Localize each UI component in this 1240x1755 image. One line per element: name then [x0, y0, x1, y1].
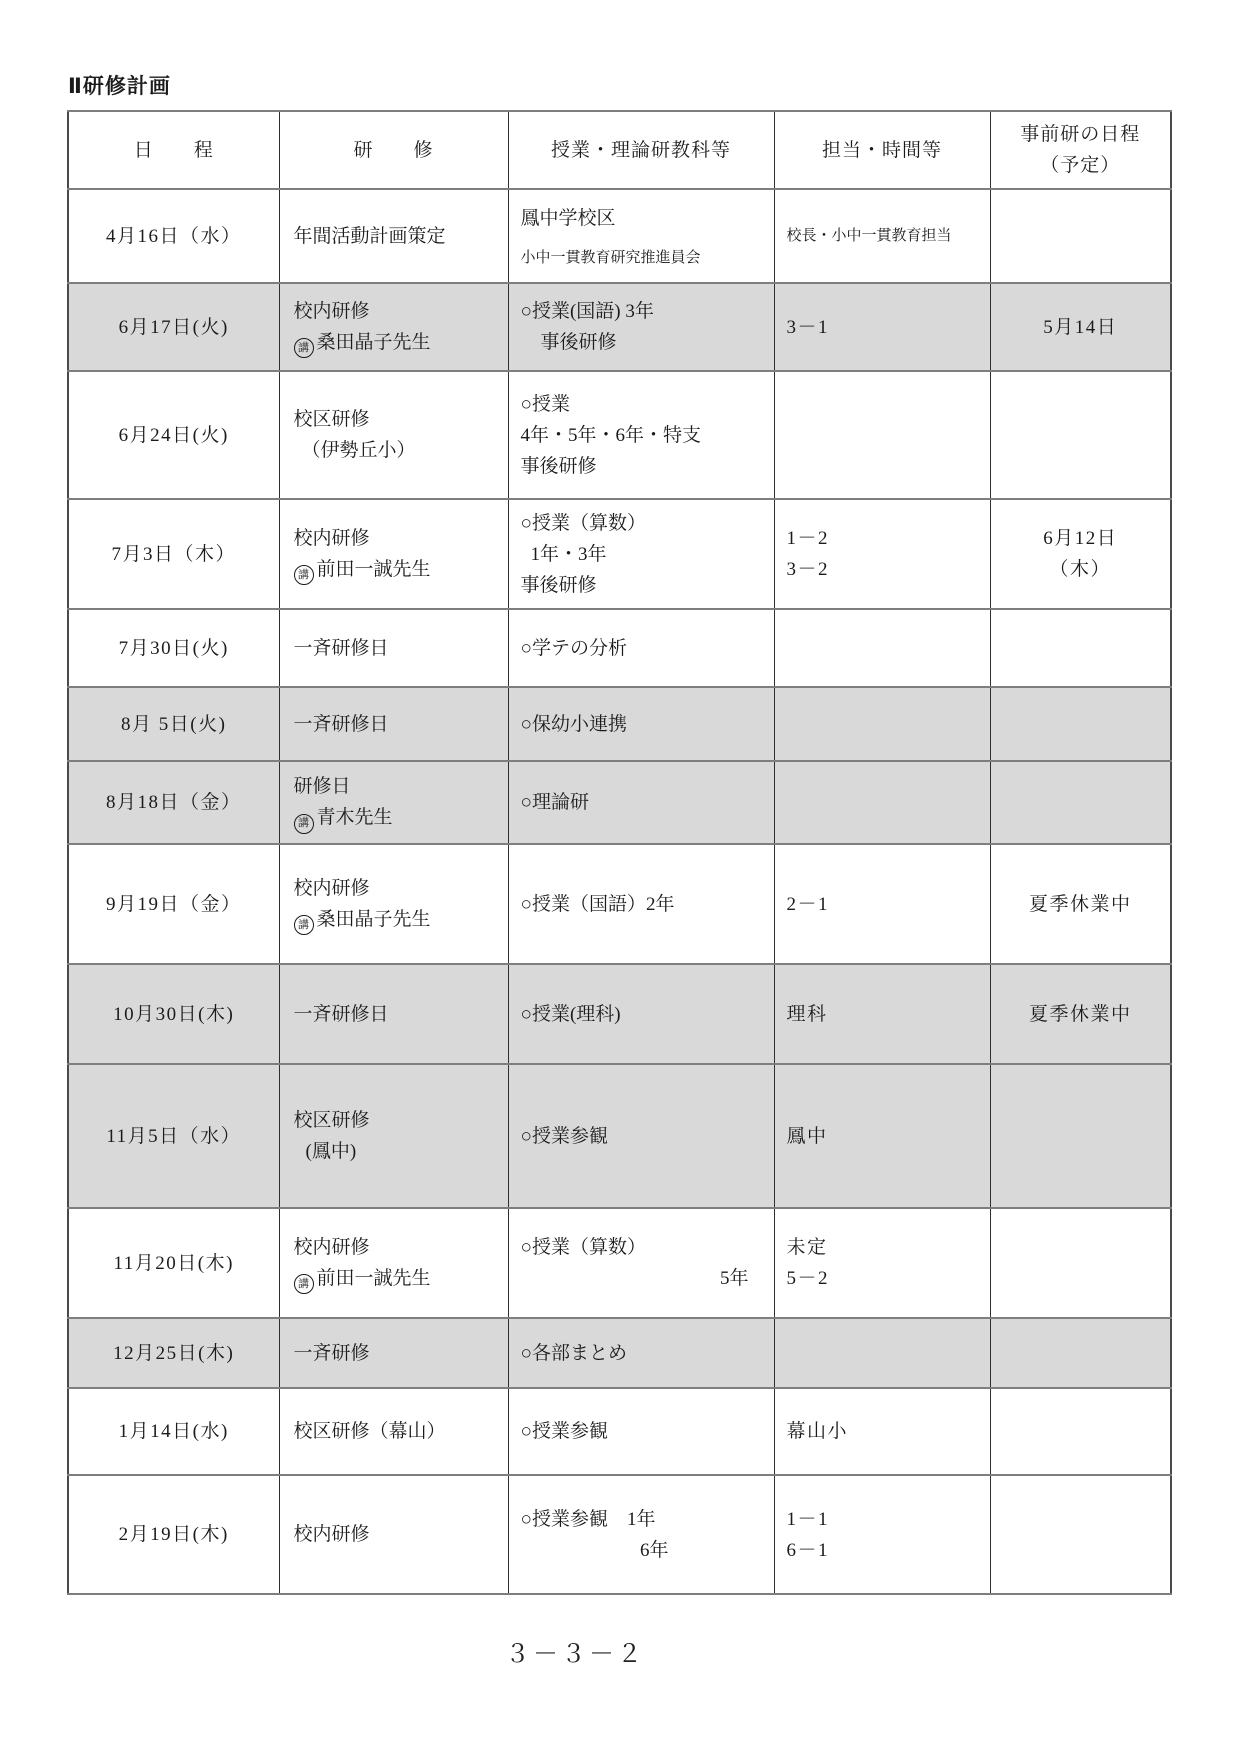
- cell-text: 幕山小: [786, 1421, 849, 1442]
- cell-text: 事後研修: [520, 455, 597, 477]
- cell-text: ○授業(理科): [520, 1003, 621, 1025]
- cell-line: [787, 1263, 990, 1294]
- cell-subject: [508, 609, 774, 687]
- date-text: 8月18日（金）: [105, 792, 242, 813]
- cell-text: 校内研修: [293, 527, 370, 549]
- cell-line: [787, 1121, 990, 1152]
- column-header-line: 事前研の日程: [1020, 124, 1141, 145]
- cell-text: 校長・小中一貫教育担当: [786, 228, 952, 244]
- cell-line: [294, 523, 508, 554]
- page-number: ３－３－２: [504, 1639, 645, 1668]
- cell-text: 事後研修: [520, 574, 597, 596]
- table-row: [68, 844, 1171, 964]
- cell-line: [294, 554, 508, 586]
- cell-line: [294, 1232, 508, 1263]
- column-header-line: 日 程: [133, 139, 214, 161]
- cell-pre-training-date: [990, 499, 1171, 609]
- cell-line: [521, 1504, 774, 1535]
- cell-pre-training-date: [990, 371, 1171, 499]
- cell-line: [521, 1338, 774, 1369]
- cell-training: [279, 1475, 508, 1594]
- cell-subject: [508, 1064, 774, 1208]
- cell-assignment: [774, 761, 990, 844]
- date-text: 4月16日（水）: [105, 225, 242, 247]
- cell-text: ○授業参観: [520, 1125, 608, 1147]
- cell-line: [521, 420, 774, 451]
- cell-line: [787, 554, 990, 585]
- cell-text: 鳳中: [786, 1125, 828, 1147]
- cell-pre-training-date: [990, 844, 1171, 964]
- table-row: [68, 1475, 1171, 1594]
- date-text: 11月5日（水）: [106, 1125, 242, 1147]
- cell-text: 6－1: [786, 1539, 830, 1561]
- cell-line: [294, 1136, 508, 1167]
- cell-subject: [508, 1475, 774, 1594]
- cell-line: [521, 246, 774, 270]
- column-header-line: 研 修: [353, 139, 434, 161]
- cell-pre-training-date: [990, 609, 1171, 687]
- cell-assignment: [774, 283, 990, 371]
- cell-text: 前田一誠先生: [316, 558, 431, 580]
- cell-date: [68, 761, 279, 844]
- column-header: [508, 111, 774, 189]
- cell-training: [279, 609, 508, 687]
- cell-line: [294, 709, 508, 740]
- cell-line: [294, 1105, 508, 1136]
- cell-assignment: [774, 1208, 990, 1318]
- cell-text: （伊勢丘小）: [301, 440, 416, 461]
- cell-line: [294, 873, 508, 904]
- cell-text: ○各部まとめ: [520, 1342, 627, 1364]
- cell-text: 5年: [719, 1268, 749, 1289]
- cell-line: [521, 999, 774, 1030]
- cell-line: [294, 633, 508, 664]
- cell-assignment: [774, 499, 990, 609]
- cell-text: ○授業(国語) 3年: [520, 301, 654, 322]
- cell-line: [294, 802, 508, 834]
- cell-training: [279, 283, 508, 371]
- cell-text: 一斉研修日: [293, 637, 389, 659]
- cell-line: [294, 904, 508, 936]
- cell-line: [521, 1232, 774, 1263]
- cell-line: [521, 508, 774, 539]
- cell-subject: [508, 761, 774, 844]
- cell-text: 年間活動計画策定: [293, 225, 446, 247]
- cell-assignment: [774, 1388, 990, 1475]
- cell-pre-training-date: [990, 1318, 1171, 1388]
- cell-line: [294, 1263, 508, 1295]
- cell-text: ○授業参観 1年: [520, 1508, 656, 1530]
- cell-subject: [508, 964, 774, 1064]
- cell-text: 夏季休業中: [1028, 1003, 1132, 1025]
- table-row: [68, 499, 1171, 609]
- cell-text: 夏季休業中: [1028, 893, 1132, 915]
- cell-date: [68, 283, 279, 371]
- cell-text: 校内研修: [293, 300, 370, 322]
- column-header-line: 授業・理論研教科等: [550, 139, 731, 161]
- cell-line: [294, 435, 508, 466]
- cell-date: [68, 499, 279, 609]
- cell-text: 研修日: [293, 776, 351, 798]
- cell-line: [787, 224, 990, 248]
- circled-kou-lecturer-mark: 講: [294, 814, 314, 834]
- cell-line: [787, 523, 990, 554]
- table-row: [68, 189, 1171, 283]
- cell-assignment: [774, 844, 990, 964]
- cell-text: 2－1: [786, 893, 830, 915]
- cell-line: [521, 296, 774, 327]
- cell-training: [279, 1318, 508, 1388]
- date-text: 8月 5日(火): [121, 713, 227, 735]
- column-header: [68, 111, 279, 189]
- cell-text: 4年・5年・6年・特支: [520, 424, 702, 446]
- date-text: 10月30日(木): [113, 1003, 235, 1025]
- cell-line: [521, 451, 774, 482]
- cell-pre-training-date: [990, 964, 1171, 1064]
- cell-text: ○授業（国語）2年: [520, 893, 675, 915]
- column-header: [774, 111, 990, 189]
- table-row: [68, 609, 1171, 687]
- date-text: 12月25日(木): [113, 1342, 235, 1364]
- cell-text: ○授業（算数）: [520, 1237, 646, 1258]
- cell-text: （木）: [1049, 559, 1111, 580]
- cell-text: 1－1: [786, 1508, 830, 1530]
- cell-training: [279, 687, 508, 761]
- date-text: 7月3日（木）: [111, 543, 236, 565]
- cell-date: [68, 1388, 279, 1475]
- table-row: [68, 1064, 1171, 1208]
- cell-text: 青木先生: [316, 807, 393, 829]
- cell-line: [787, 1232, 990, 1263]
- circled-kou-lecturer-mark: 講: [294, 565, 314, 585]
- cell-text: 校内研修: [293, 1524, 370, 1545]
- cell-line: [991, 312, 1171, 343]
- cell-text: 校区研修（幕山）: [293, 1421, 446, 1442]
- column-header-line: （予定）: [1040, 155, 1121, 176]
- cell-text: ○授業参観: [520, 1421, 608, 1442]
- date-text: 1月14日(水): [118, 1421, 229, 1442]
- table-row: [68, 283, 1171, 371]
- date-text: 6月24日(火): [118, 424, 229, 446]
- cell-line: [521, 539, 774, 570]
- table-row: [68, 964, 1171, 1064]
- column-header: [279, 111, 508, 189]
- cell-line: [991, 889, 1171, 920]
- cell-text: 一斉研修: [293, 1342, 370, 1364]
- table-row: [68, 761, 1171, 844]
- cell-line: [521, 570, 774, 601]
- cell-training: [279, 964, 508, 1064]
- cell-training: [279, 189, 508, 283]
- cell-line: [787, 1416, 990, 1447]
- cell-line: [294, 404, 508, 435]
- cell-text: 校内研修: [293, 877, 370, 899]
- header-row: [68, 111, 1171, 189]
- cell-subject: [508, 1208, 774, 1318]
- cell-pre-training-date: [990, 1208, 1171, 1318]
- cell-date: [68, 1064, 279, 1208]
- cell-line: [521, 1263, 774, 1294]
- cell-date: [68, 964, 279, 1064]
- circled-kou-lecturer-mark: 講: [294, 915, 314, 935]
- cell-assignment: [774, 1475, 990, 1594]
- cell-line: [521, 1535, 774, 1566]
- cell-text: 1－2: [786, 528, 830, 549]
- cell-date: [68, 1318, 279, 1388]
- cell-line: [294, 771, 508, 802]
- date-text: 2月19日(木): [118, 1524, 229, 1545]
- cell-training: [279, 761, 508, 844]
- cell-text: ○授業（算数）: [520, 512, 646, 534]
- cell-date: [68, 844, 279, 964]
- cell-text: ○理論研: [520, 792, 589, 813]
- cell-line: [991, 554, 1171, 585]
- cell-text: 3－1: [786, 316, 830, 338]
- cell-date: [68, 1475, 279, 1594]
- cell-text: 校区研修: [293, 409, 370, 430]
- cell-line: [521, 1121, 774, 1152]
- cell-date: [68, 189, 279, 283]
- date-text: 11月20日(木): [113, 1252, 234, 1274]
- cell-line: [787, 1535, 990, 1566]
- cell-text: 事後研修: [540, 332, 617, 353]
- date-text: 7月30日(火): [118, 637, 229, 659]
- cell-pre-training-date: [990, 1475, 1171, 1594]
- cell-text: 桑田晶子先生: [316, 908, 431, 930]
- cell-subject: [508, 499, 774, 609]
- cell-pre-training-date: [990, 189, 1171, 283]
- cell-line: [521, 709, 774, 740]
- cell-training: [279, 1388, 508, 1475]
- cell-subject: [508, 844, 774, 964]
- cell-assignment: [774, 189, 990, 283]
- cell-text: 小中一貫教育研究推進員会: [520, 249, 701, 266]
- cell-line: [294, 327, 508, 359]
- cell-training: [279, 1208, 508, 1318]
- cell-training: [279, 371, 508, 499]
- cell-subject: [508, 1388, 774, 1475]
- cell-text: 一斉研修日: [293, 1003, 389, 1025]
- cell-line: [294, 296, 508, 327]
- cell-training: [279, 844, 508, 964]
- cell-text: 1年・3年: [530, 543, 607, 565]
- table-row: [68, 371, 1171, 499]
- cell-text: 校区研修: [293, 1110, 370, 1131]
- cell-line: [521, 889, 774, 920]
- cell-text: 6年: [639, 1539, 669, 1561]
- cell-text: 校内研修: [293, 1236, 370, 1258]
- cell-training: [279, 499, 508, 609]
- circled-kou-lecturer-mark: 講: [294, 338, 314, 358]
- cell-text: ○学テの分析: [520, 637, 627, 659]
- cell-line: [787, 999, 990, 1030]
- table-row: [68, 1208, 1171, 1318]
- cell-line: [787, 889, 990, 920]
- column-header-line: 担当・時間等: [821, 139, 942, 161]
- cell-pre-training-date: [990, 1388, 1171, 1475]
- cell-line: [294, 1416, 508, 1447]
- cell-line: [991, 523, 1171, 554]
- cell-subject: [508, 371, 774, 499]
- cell-subject: [508, 189, 774, 283]
- column-header: [990, 111, 1171, 189]
- cell-date: [68, 1208, 279, 1318]
- cell-line: [294, 999, 508, 1030]
- cell-line: [521, 1416, 774, 1447]
- cell-text: 5－2: [786, 1268, 830, 1289]
- cell-training: [279, 1064, 508, 1208]
- date-text: 6月17日(火): [118, 316, 229, 338]
- cell-line: [991, 999, 1171, 1030]
- training-plan-table: [67, 110, 1172, 1595]
- table-row: [68, 1388, 1171, 1475]
- cell-line: [787, 1504, 990, 1535]
- cell-text: 理科: [786, 1003, 828, 1025]
- cell-assignment: [774, 964, 990, 1064]
- cell-assignment: [774, 1064, 990, 1208]
- cell-text: 6月12日: [1043, 528, 1118, 549]
- cell-line: [294, 221, 508, 252]
- cell-text: (鳳中): [305, 1141, 357, 1162]
- cell-date: [68, 609, 279, 687]
- cell-text: 3－2: [786, 559, 830, 580]
- cell-assignment: [774, 609, 990, 687]
- cell-text: 5月14日: [1043, 316, 1118, 338]
- page-title: Ⅱ研修計画: [68, 74, 171, 98]
- table-row: [68, 1318, 1171, 1388]
- cell-line: [521, 327, 774, 358]
- cell-line: [521, 787, 774, 818]
- cell-pre-training-date: [990, 687, 1171, 761]
- cell-line: [787, 312, 990, 343]
- cell-pre-training-date: [990, 283, 1171, 371]
- cell-date: [68, 371, 279, 499]
- cell-text: 鳳中学校区: [520, 207, 616, 229]
- cell-text: ○保幼小連携: [520, 713, 627, 735]
- cell-assignment: [774, 1318, 990, 1388]
- table-row: [68, 687, 1171, 761]
- cell-text: 未定: [786, 1237, 828, 1258]
- cell-line: [521, 633, 774, 664]
- cell-text: 桑田晶子先生: [316, 331, 431, 353]
- cell-line: [294, 1519, 508, 1550]
- cell-pre-training-date: [990, 1064, 1171, 1208]
- cell-text: ○授業: [520, 393, 570, 415]
- cell-assignment: [774, 371, 990, 499]
- cell-line: [294, 1338, 508, 1369]
- circled-kou-lecturer-mark: 講: [294, 1274, 314, 1294]
- cell-subject: [508, 687, 774, 761]
- cell-pre-training-date: [990, 761, 1171, 844]
- cell-text: 前田一誠先生: [316, 1267, 431, 1289]
- cell-date: [68, 687, 279, 761]
- cell-line: [521, 389, 774, 420]
- cell-subject: [508, 1318, 774, 1388]
- date-text: 9月19日（金）: [105, 893, 242, 915]
- cell-text: 一斉研修日: [293, 713, 389, 735]
- cell-assignment: [774, 687, 990, 761]
- cell-subject: [508, 283, 774, 371]
- cell-line: [521, 203, 774, 234]
